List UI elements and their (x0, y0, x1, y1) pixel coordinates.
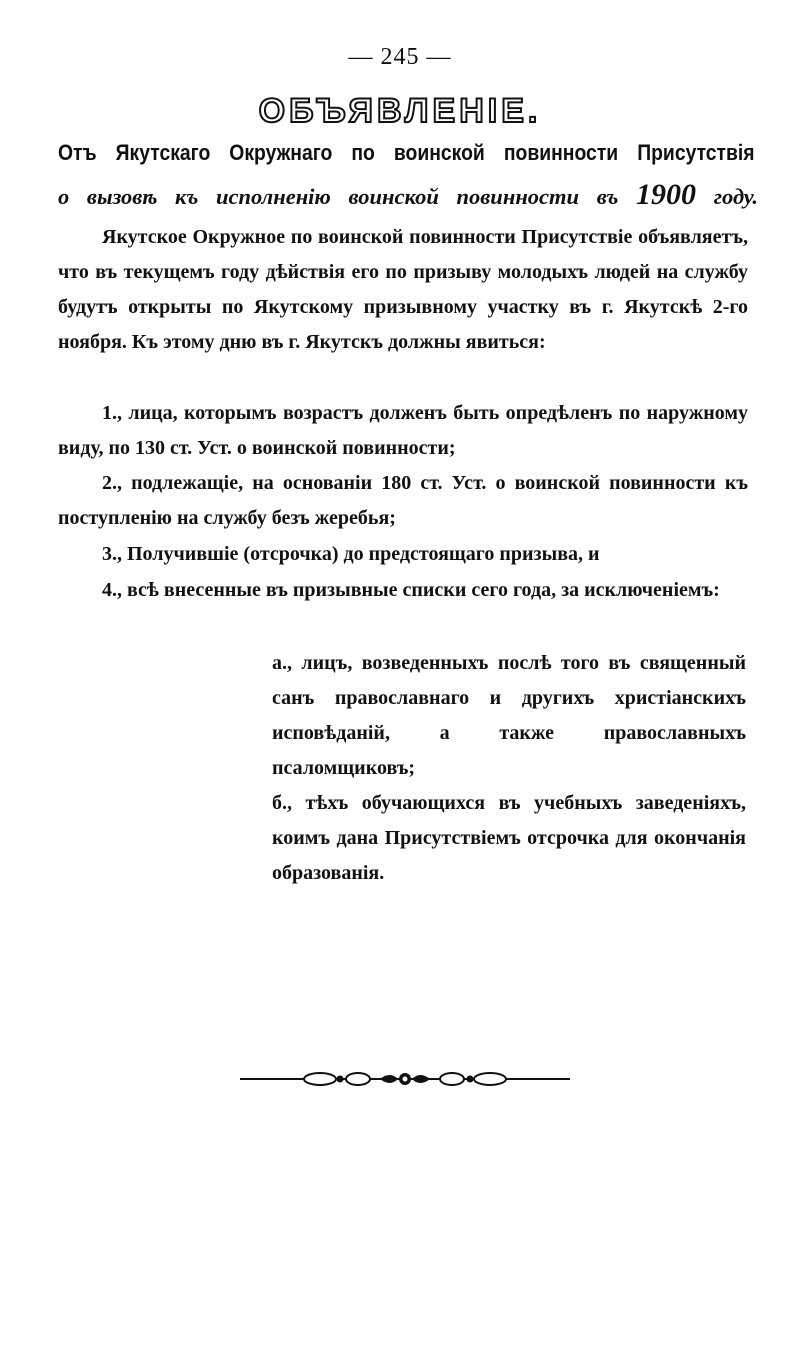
item-1 (58, 396, 748, 466)
subject-year: 1900 (636, 178, 697, 211)
item-1-text: 1., лица, которымъ возрастъ долженъ быть опредѣленъ по наружному виду, по 130 ст. Уст. о воинской повинности; (58, 402, 748, 459)
issuer-line: Отъ Якутскаго Окружнаго по воинской повинности Присутствія (58, 140, 755, 165)
exception-a (272, 646, 746, 786)
intro-text: Якутское Окружное по воинской повинности Присутствіе объявляетъ, что въ текущемъ году дѣйствія его по призыву молодыхъ людей на службу будутъ открыты по Якутскому призывному участку въ г. Якутскѣ 2-го ноября. Къ этому дню въ г. Якутскъ должны явиться: (58, 226, 748, 353)
page-number: — 245 — (348, 44, 452, 70)
subject-end: году. (713, 184, 759, 209)
intro-paragraph (58, 220, 748, 360)
item-4 (58, 573, 748, 608)
subject-line (58, 178, 758, 212)
exception-b (272, 786, 746, 891)
item-3 (58, 537, 748, 572)
announcement-heading: ОБЪЯВЛЕНІЕ. (258, 92, 542, 130)
item-2 (58, 466, 748, 536)
item-3-text: 3., Получившіе (отсрочка) до предстоящаго призыва, и (102, 543, 600, 565)
item-2-text: 2., подлежащіе, на основаніи 180 ст. Уст. о воинской повинности къ поступленію на службу безъ жеребья; (58, 472, 748, 529)
subject-text: о вызовѣ къ исполненію воинской повинности въ (58, 184, 619, 209)
ornamental-divider-icon (240, 1066, 570, 1092)
item-4-text: 4., всѣ внесенные въ призывные списки сего года, за исключеніемъ: (102, 579, 720, 601)
exception-a-text: а., лицъ, возведенныхъ послѣ того въ священный санъ православнаго и другихъ христіанскихъ исповѣданій, а также православныхъ псаломщиковъ; (272, 652, 746, 779)
exception-b-text: б., тѣхъ обучающихся въ учебныхъ заведеніяхъ, коимъ дана Присутствіемъ отсрочка для окончанія образованія. (272, 792, 746, 884)
